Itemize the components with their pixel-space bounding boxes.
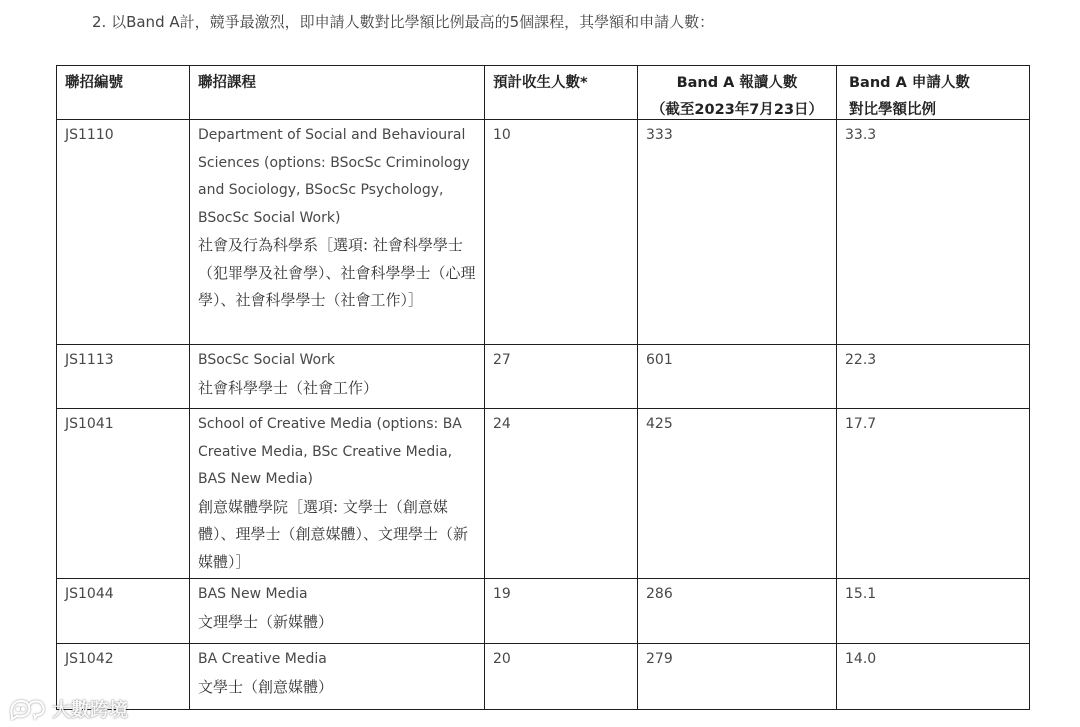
- row-places: 24: [493, 416, 511, 432]
- row-code: JS1110: [65, 127, 114, 143]
- row-places: 19: [493, 586, 511, 602]
- row-code: JS1041: [65, 416, 114, 432]
- header-places: 預計收生人數*: [485, 66, 638, 120]
- row-course-en: BA Creative Media: [198, 651, 327, 667]
- row-applicants: 601: [646, 352, 673, 368]
- row-course-zh: 文學士（創意媒體）: [198, 677, 334, 696]
- header-code: 聯招編號: [57, 66, 190, 120]
- watermark-text: 大數跨境: [52, 698, 129, 721]
- header-applicants-line2: （截至2023年7月23日）: [650, 102, 824, 118]
- row-code: JS1113: [65, 352, 114, 368]
- row-code: JS1044: [65, 586, 114, 602]
- row-places: 27: [493, 352, 511, 368]
- row-course-en: School of Creative Media (options: BA Creative Media, BSc Creative Media, BAS New Media): [198, 416, 462, 487]
- row-applicants: 425: [646, 416, 673, 432]
- row-course-en: BSocSc Social Work: [198, 352, 335, 368]
- row-course-zh: 社會及行為科學系［選項: 社會科學學士（犯罪學及社會學）、社會科學學士（心理學）、社會科學學士（社會工作）］: [198, 236, 476, 309]
- row-places: 20: [493, 651, 511, 667]
- row-course-zh: 社會科學學士（社會工作）: [198, 378, 379, 397]
- row-code: JS1042: [65, 651, 114, 667]
- header-ratio: [837, 66, 1030, 120]
- row-course-en: Department of Social and Behavioural Sciences (options: BSocSc Criminology and Sociology, BSocSc Psychology, BSocSc Social Work): [198, 127, 470, 226]
- header-ratio-line1: Band A 申請人數: [849, 75, 970, 91]
- chat-bubbles-logo-icon: [8, 695, 48, 721]
- header-course: 聯招課程: [190, 66, 485, 120]
- row-applicants: 279: [646, 651, 673, 667]
- row-ratio: 17.7: [845, 416, 877, 432]
- table-row: [57, 644, 1030, 710]
- row-ratio: 22.3: [845, 352, 877, 368]
- table-row: [57, 345, 1030, 409]
- table-row: [57, 120, 1030, 345]
- row-ratio: 33.3: [845, 127, 877, 143]
- row-ratio: 14.0: [845, 651, 877, 667]
- intro-text: 2. 以Band A計，競爭最激烈，即申請人數對比學額比例最高的5個課程，其學額和申請人數：: [92, 13, 715, 31]
- row-course-zh: 創意媒體學院［選項: 文學士（創意媒體）、理學士（創意媒體）、文理學士（新媒體）］: [198, 497, 469, 571]
- row-applicants: 333: [646, 127, 673, 143]
- row-applicants: 286: [646, 586, 673, 602]
- header-applicants: [638, 66, 837, 120]
- table-row: [57, 579, 1030, 644]
- header-applicants-line1: Band A 報讀人數: [676, 75, 798, 91]
- courses-table: [56, 65, 1030, 710]
- table-header-row: [57, 66, 1030, 120]
- row-ratio: 15.1: [845, 586, 877, 602]
- header-ratio-line2: 對比學額比例: [849, 102, 936, 118]
- row-course-zh: 文理學士（新媒體）: [198, 612, 334, 631]
- watermark: [8, 694, 128, 722]
- row-course-en: BAS New Media: [198, 586, 308, 602]
- table-row: [57, 409, 1030, 579]
- row-places: 10: [493, 127, 511, 143]
